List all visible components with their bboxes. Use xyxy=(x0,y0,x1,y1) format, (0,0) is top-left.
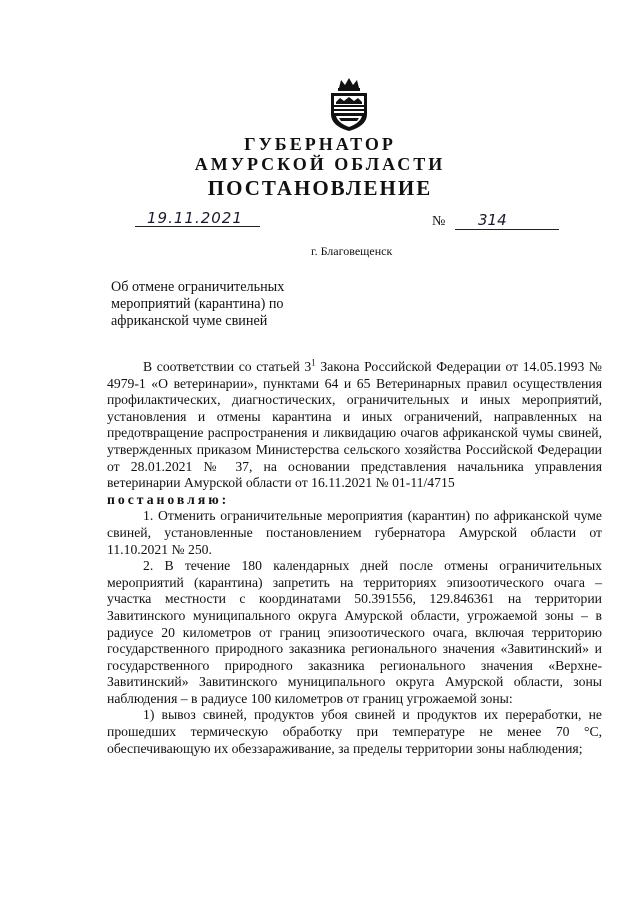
item-1: 1. Отменить ограничительные мероприятия (карантин) по африканской чуме свиней, установленные постановлением губернатора Амурской области от 11.10.2021 № 250. xyxy=(107,508,602,557)
preamble-text: В соответствии со статьей 3 xyxy=(143,359,312,374)
city: г. Благовещенск xyxy=(311,244,393,258)
preamble-paragraph xyxy=(107,359,602,492)
article-superscript: 1 xyxy=(311,357,316,368)
region-title: АМУРСКОЙ ОБЛАСТИ xyxy=(194,154,446,174)
subject-line: Об отмене ограничительных xyxy=(111,279,285,295)
number-label: № xyxy=(432,214,446,229)
item-2-1: 1) вывоз свиней, продуктов убоя свиней и продуктов их переработки, не прошедших термическую обработку при температуре не менее 70 °С, обеспечивающую их обеззараживание, за пределы территории зоны наблюдения; xyxy=(107,707,602,756)
governor-title: ГУБЕРНАТОР xyxy=(244,134,396,154)
subject-line: мероприятий (карантина) по xyxy=(111,296,284,312)
coat-of-arms-icon xyxy=(327,76,371,132)
subject-line: африканской чуме свиней xyxy=(111,313,268,329)
document-date: 19.11.2021 xyxy=(147,209,243,227)
resolve-line xyxy=(107,492,602,509)
resolve-word: постановляю: xyxy=(107,491,230,507)
document-number: 314 xyxy=(478,211,507,229)
document-body xyxy=(107,359,602,757)
item-2: 2. В течение 180 календарных дней после отмены ограничительных мероприятий (карантина) запретить на территориях эпизоотического очага – участка местности с координатами 50.391556, 129.846361 на территории Завитинского муниципального округа Амурской области, угрожаемой зоны – в радиусе 20 километров от границ эпизоотического очага, включая территорию государственного природного заказника регионального значения «Завитинский» и государственного природного заказника регионального значения «Верхне-Завитинский» Завитинского муниципального округа Амурской области, зоны наблюдения – в радиусе 100 километров от границ угрожаемой зоны: xyxy=(107,558,602,706)
number-underline xyxy=(455,229,559,230)
document-type: ПОСТАНОВЛЕНИЕ xyxy=(207,176,433,200)
preamble-text-continued: Закона Российской Федерации от 14.05.1993 № 4979-1 «О ветеринарии», пунктами 64 и 65 Ветеринарных правил осуществления профилактических, диагностических, ограничительных и иных мероприятий, установления и отмены карантина и иных ограничений, направленных на предотвращение распространения и ликвидацию очагов африканской чумы свиней, утвержденных приказом Министерства сельского хозяйства Российской Федерации от 28.01.2021 № 37, на основании представления начальника управления ветеринарии Амурской области от 16.11.2021 № 01-11/4715 xyxy=(107,359,602,491)
document-subject xyxy=(111,279,321,330)
